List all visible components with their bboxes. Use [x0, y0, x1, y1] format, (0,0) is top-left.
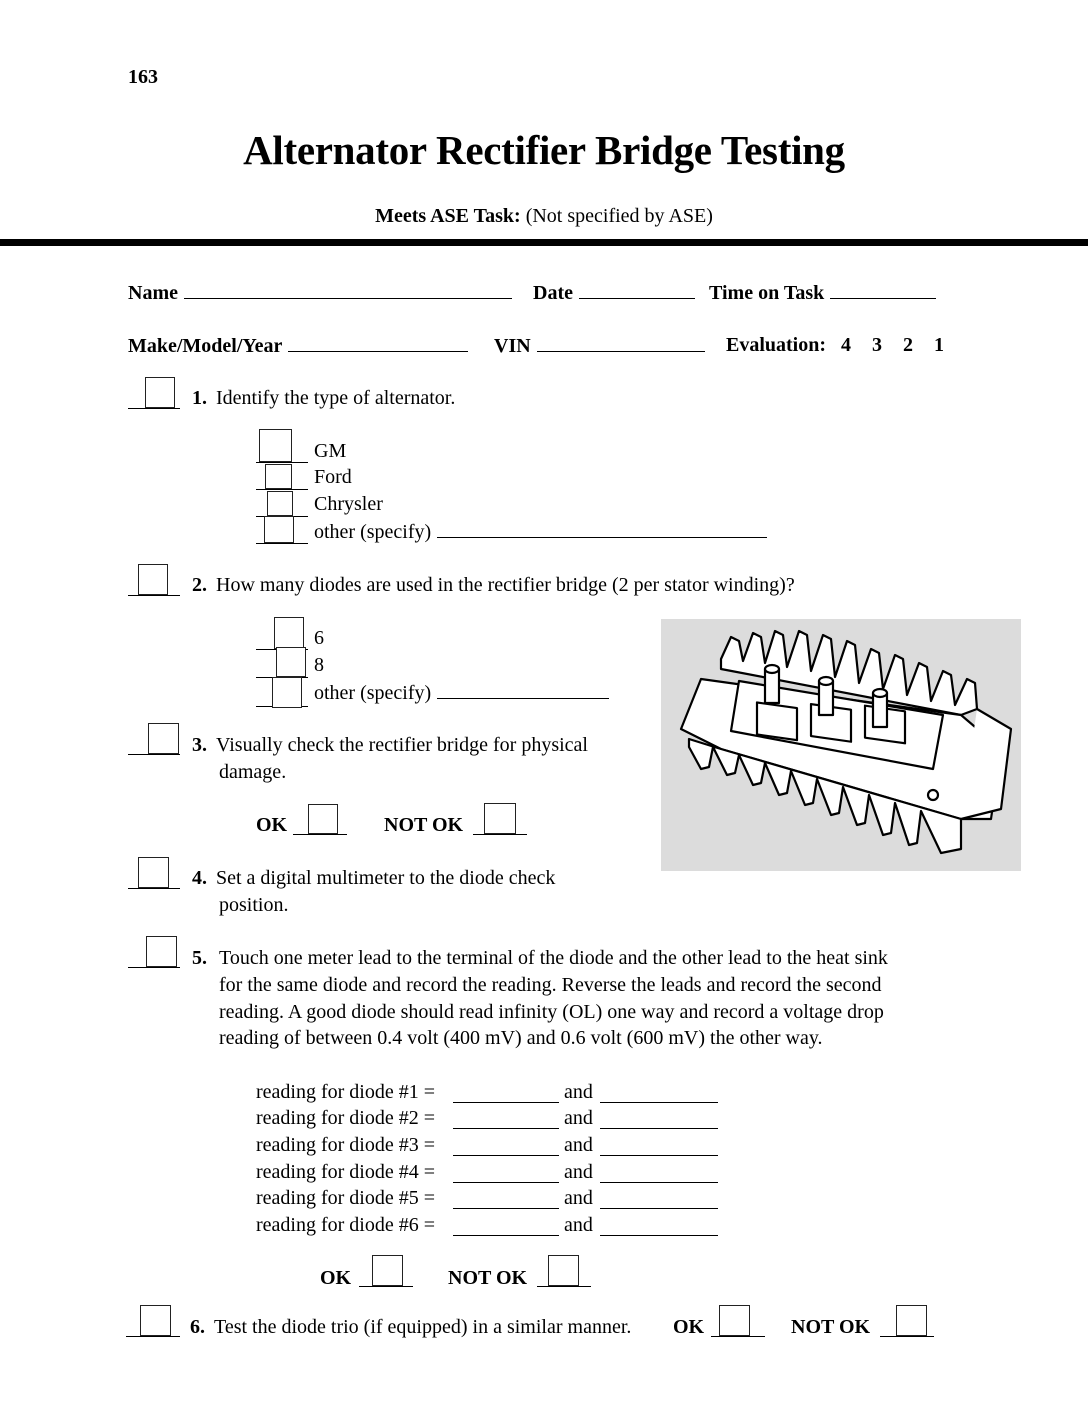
checkbox-box — [146, 936, 177, 967]
step-5-text-line4: reading of between 0.4 volt (400 mV) and 0.6 volt (600 mV) the other way. — [219, 1027, 823, 1049]
time-on-task-label: Time on Task — [709, 282, 825, 304]
checkbox-box — [274, 617, 304, 649]
evaluation-score-2[interactable]: 2 — [903, 334, 914, 356]
reading-label: reading for diode #6 = — [256, 1214, 436, 1236]
evaluation-label: Evaluation: — [726, 334, 827, 356]
step-6-ok-checkbox[interactable] — [711, 1307, 765, 1337]
reading-5-second-input[interactable] — [600, 1208, 718, 1209]
step-6-number: 6. — [190, 1316, 205, 1338]
reading-2-first-input[interactable] — [453, 1128, 559, 1129]
step-6 — [190, 1316, 631, 1339]
reading-label: reading for diode #5 = — [256, 1187, 436, 1209]
other-diodes-input[interactable] — [437, 681, 609, 699]
reading-and: and — [564, 1161, 593, 1183]
step-3 — [192, 734, 588, 757]
reading-and: and — [564, 1187, 593, 1209]
option-6-checkbox[interactable] — [256, 617, 308, 650]
option-gm-label: GM — [314, 440, 347, 462]
checkbox-box — [148, 723, 179, 754]
option-8-label: 8 — [314, 654, 324, 676]
step-2-number: 2. — [192, 574, 207, 596]
step-6-checkbox[interactable] — [126, 1307, 180, 1337]
vin-label: VIN — [494, 335, 531, 357]
step-2-text: How many diodes are used in the rectifier bridge (2 per stator winding)? — [216, 574, 795, 596]
option-8-checkbox[interactable] — [256, 648, 308, 678]
step-1-text: Identify the type of alternator. — [216, 387, 456, 409]
checkbox-box — [140, 1305, 171, 1336]
page-title: Alternator Rectifier Bridge Testing — [243, 127, 845, 173]
reading-and: and — [564, 1107, 593, 1129]
option-other-diodes — [314, 681, 609, 705]
name-input[interactable] — [184, 281, 512, 299]
step-3-text-line2: damage. — [219, 761, 287, 783]
reading-3-first-input[interactable] — [453, 1155, 559, 1156]
reading-row-diode-5 — [256, 1187, 593, 1214]
reading-and: and — [564, 1134, 593, 1156]
date-field — [533, 281, 695, 305]
step-3-ok-label: OK — [256, 814, 288, 836]
reading-1-first-input[interactable] — [453, 1102, 559, 1103]
reading-3-second-input[interactable] — [600, 1155, 718, 1156]
other-alternator-input[interactable] — [437, 520, 767, 538]
step-5-number: 5. — [192, 947, 207, 969]
checkbox-box — [272, 677, 302, 708]
ase-task-value: (Not specified by ASE) — [525, 205, 713, 227]
reading-4-first-input[interactable] — [453, 1182, 559, 1183]
step-5-text-line1: Touch one meter lead to the terminal of the diode and the other lead to the heat sink — [219, 947, 888, 969]
step-6-not-ok-label: NOT OK — [791, 1316, 871, 1338]
step-4 — [192, 867, 555, 890]
page-number: 163 — [128, 66, 158, 88]
reading-row-diode-6 — [256, 1214, 593, 1241]
reading-1-second-input[interactable] — [600, 1102, 718, 1103]
ase-task-label: Meets ASE Task: — [375, 205, 521, 227]
step-5-text-line2: for the same diode and record the reading. Reverse the leads and record the second — [219, 974, 882, 996]
checkbox-box — [276, 647, 306, 677]
reading-row-diode-2 — [256, 1107, 593, 1134]
ase-task-line — [0, 205, 1088, 228]
step-1-number: 1. — [192, 387, 207, 409]
name-field — [128, 281, 512, 305]
reading-row-diode-1 — [256, 1081, 593, 1108]
option-other-alternator — [314, 520, 767, 544]
reading-label: reading for diode #2 = — [256, 1107, 436, 1129]
step-5-not-ok-label: NOT OK — [448, 1267, 528, 1289]
header-divider — [0, 239, 1088, 246]
step-5-checkbox[interactable] — [128, 938, 180, 968]
vin-field — [494, 334, 705, 358]
checkbox-box — [264, 516, 294, 543]
checkbox-box — [265, 464, 292, 489]
step-6-text: Test the diode trio (if equipped) in a similar manner. — [214, 1316, 632, 1338]
option-other-diodes-checkbox[interactable] — [256, 677, 308, 707]
reading-label: reading for diode #3 = — [256, 1134, 436, 1156]
reading-6-first-input[interactable] — [453, 1235, 559, 1236]
step-5-ok-label: OK — [320, 1267, 352, 1289]
step-5-ok-checkbox[interactable] — [359, 1257, 413, 1287]
vin-input[interactable] — [537, 334, 705, 352]
option-other-alternator-label: other (specify) — [314, 521, 432, 543]
date-label: Date — [533, 282, 573, 304]
checkbox-box — [548, 1255, 579, 1286]
step-1 — [192, 387, 455, 410]
option-6-label: 6 — [314, 627, 324, 649]
rectifier-bridge-illustration — [661, 619, 1021, 871]
step-5-not-ok-checkbox[interactable] — [537, 1257, 591, 1287]
evaluation-score-4[interactable]: 4 — [841, 334, 852, 356]
option-ford-label: Ford — [314, 466, 352, 488]
reading-label: reading for diode #1 = — [256, 1081, 436, 1103]
step-5-text-line3: reading. A good diode should read infinity (OL) one way and record a voltage drop — [219, 1001, 884, 1023]
evaluation-score-3[interactable]: 3 — [872, 334, 883, 356]
step-4-checkbox[interactable] — [128, 859, 180, 889]
checkbox-box — [484, 803, 516, 834]
step-4-number: 4. — [192, 867, 207, 889]
checkbox-box — [896, 1305, 927, 1336]
reading-5-first-input[interactable] — [453, 1208, 559, 1209]
make-model-year-input[interactable] — [288, 334, 468, 352]
rectifier-bridge-icon — [661, 619, 1021, 871]
date-input[interactable] — [579, 281, 695, 299]
step-4-text-line2: position. — [219, 894, 289, 916]
step-3-not-ok-checkbox[interactable] — [473, 804, 527, 835]
evaluation-score-1[interactable]: 1 — [934, 334, 945, 356]
checkbox-box — [372, 1255, 403, 1286]
step-4-text-line1: Set a digital multimeter to the diode check — [216, 867, 556, 889]
step-6-ok-label: OK — [673, 1316, 705, 1338]
checkbox-box — [145, 377, 175, 408]
checkbox-box — [138, 857, 169, 888]
reading-row-diode-3 — [256, 1134, 593, 1161]
option-other-diodes-label: other (specify) — [314, 682, 432, 704]
checkbox-box — [138, 564, 168, 595]
step-2-checkbox[interactable] — [128, 566, 180, 596]
step-6-not-ok-checkbox[interactable] — [880, 1307, 934, 1337]
checkbox-box — [259, 429, 292, 462]
name-label: Name — [128, 282, 178, 304]
option-chrysler-label: Chrysler — [314, 493, 383, 515]
step-3-ok-checkbox[interactable] — [293, 805, 347, 835]
reading-label: reading for diode #4 = — [256, 1161, 436, 1183]
make-model-year-field — [128, 334, 468, 358]
reading-and: and — [564, 1081, 593, 1103]
make-model-year-label: Make/Model/Year — [128, 335, 283, 357]
option-ford-checkbox[interactable] — [256, 463, 308, 490]
time-on-task-input[interactable] — [830, 281, 936, 299]
step-3-number: 3. — [192, 734, 207, 756]
option-chrysler-checkbox[interactable] — [256, 490, 308, 517]
reading-and: and — [564, 1214, 593, 1236]
checkbox-box — [719, 1305, 750, 1336]
checkbox-box — [267, 491, 293, 516]
option-other-alternator-checkbox[interactable] — [256, 517, 308, 544]
reading-4-second-input[interactable] — [600, 1182, 718, 1183]
reading-row-diode-4 — [256, 1161, 593, 1188]
step-3-checkbox[interactable] — [128, 725, 180, 755]
step-3-not-ok-label: NOT OK — [384, 814, 464, 836]
reading-2-second-input[interactable] — [600, 1128, 718, 1129]
option-gm-checkbox[interactable] — [256, 430, 308, 463]
step-1-checkbox[interactable] — [128, 379, 180, 409]
time-on-task-field — [709, 281, 936, 305]
reading-6-second-input[interactable] — [600, 1235, 718, 1236]
step-2 — [192, 574, 795, 597]
checkbox-box — [308, 804, 338, 834]
step-3-text-line1: Visually check the rectifier bridge for physical — [216, 734, 588, 756]
evaluation-field — [726, 334, 944, 357]
